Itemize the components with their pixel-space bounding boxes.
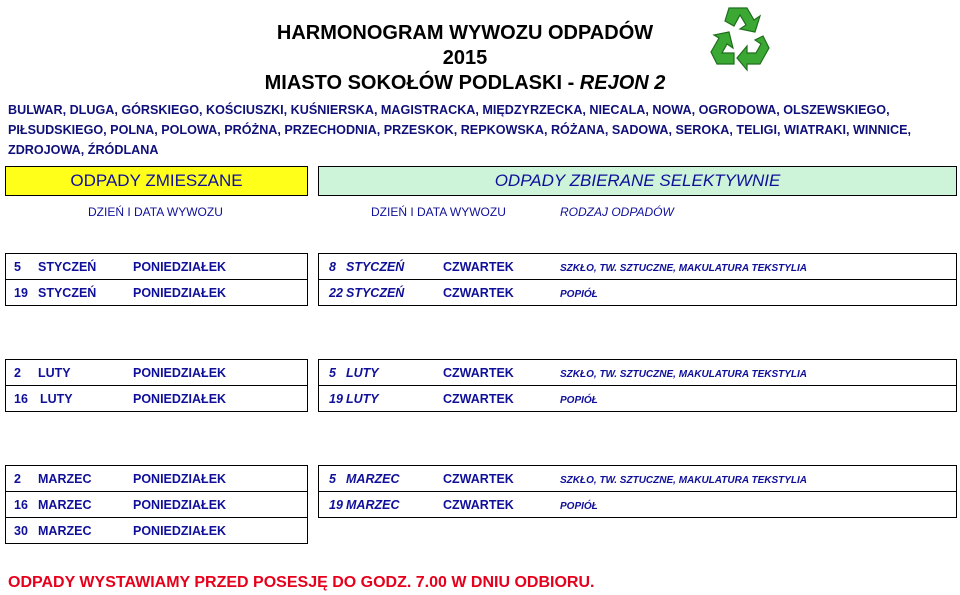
table-row: [318, 253, 957, 280]
waste-type: SZKŁO, TW. SZTUCZNE, MAKULATURA TEKSTYLIA: [560, 263, 808, 274]
table-row: [5, 517, 308, 544]
day-number: 30: [14, 524, 28, 538]
table-row: [5, 279, 308, 306]
month-name: MARZEC: [346, 472, 400, 486]
day-number: 2: [14, 366, 21, 380]
weekday-name: CZWARTEK: [443, 260, 514, 274]
weekday-name: CZWARTEK: [443, 472, 514, 486]
weekday-name: CZWARTEK: [443, 498, 514, 512]
weekday-name: CZWARTEK: [443, 392, 514, 406]
month-name: STYCZEŃ: [38, 286, 97, 300]
table-row: [5, 491, 308, 518]
waste-type: POPIÓŁ: [560, 395, 598, 406]
weekday-name: CZWARTEK: [443, 366, 514, 380]
table-row: [5, 465, 308, 492]
month-name: STYCZEŃ: [38, 260, 97, 274]
weekday-name: PONIEDZIAŁEK: [133, 392, 227, 406]
day-number: 19: [329, 498, 343, 512]
day-number: 5: [329, 366, 336, 380]
month-name: STYCZEŃ: [346, 260, 405, 274]
recycle-icon: [707, 2, 773, 72]
day-number: 2: [14, 472, 21, 486]
page-title-line1: HARMONOGRAM WYWOZU ODPADÓW: [276, 22, 654, 44]
table-row: [5, 253, 308, 280]
month-name: MARZEC: [346, 498, 400, 512]
selective-date-subheader: DZIEŃ I DATA WYWOZU: [371, 205, 506, 219]
weekday-name: PONIEDZIAŁEK: [133, 472, 227, 486]
table-row: [318, 279, 957, 306]
month-name: MARZEC: [38, 472, 92, 486]
day-number: 8: [329, 260, 336, 274]
weekday-name: PONIEDZIAŁEK: [133, 498, 227, 512]
mixed-date-subheader: DZIEŃ I DATA WYWOZU: [88, 205, 223, 219]
waste-type-subheader: RODZAJ ODPADÓW: [560, 205, 674, 219]
month-name: STYCZEŃ: [346, 286, 405, 300]
mixed-waste-header: ODPADY ZMIESZANE: [5, 166, 308, 196]
selective-waste-header: ODPADY ZBIERANE SELEKTYWNIE: [318, 166, 957, 196]
weekday-name: PONIEDZIAŁEK: [133, 524, 227, 538]
month-name: MARZEC: [38, 498, 92, 512]
day-number: 19: [14, 286, 28, 300]
table-row: [318, 359, 957, 386]
street-list: BULWAR, DLUGA, GÓRSKIEGO, KOŚCIUSZKI, KUŚNIERSKA, MAGISTRACKA, MIĘDZYRZECKA, NIECALA, NOWA, OGRODOWA, OLSZEWSKIEGO, PIŁSUDSKIEGO, POLNA, POLOWA, PRÓŻNA, PRZECHODNIA, PRZESKOK, REPKOWSKA, RÓŻANA, SADOWA, SEROKA, TELIGI, WIATRAKI, WINNICE, ZDROJOWA, ŹRÓDLANA: [8, 103, 912, 157]
table-row: [5, 359, 308, 386]
month-name: LUTY: [38, 366, 71, 380]
waste-type: POPIÓŁ: [560, 289, 598, 300]
weekday-name: PONIEDZIAŁEK: [133, 260, 227, 274]
weekday-name: PONIEDZIAŁEK: [133, 366, 227, 380]
day-number: 5: [329, 472, 336, 486]
waste-type: SZKŁO, TW. SZTUCZNE, MAKULATURA TEKSTYLIA: [560, 475, 808, 486]
waste-type: SZKŁO, TW. SZTUCZNE, MAKULATURA TEKSTYLIA: [560, 369, 808, 380]
day-number: 16: [14, 498, 28, 512]
collection-notice: ODPADY WYSTAWIAMY PRZED POSESJĘ DO GODZ. 7.00 W DNIU ODBIORU.: [8, 574, 595, 591]
weekday-name: CZWARTEK: [443, 286, 514, 300]
weekday-name: PONIEDZIAŁEK: [133, 286, 227, 300]
day-number: 22: [329, 286, 343, 300]
page-title-year: 2015: [442, 47, 488, 69]
day-number: 16: [14, 392, 28, 406]
page-title-city: [0, 72, 930, 95]
table-row: [318, 465, 957, 492]
region-label: REJON 2: [579, 72, 666, 94]
month-name: LUTY: [40, 392, 73, 406]
month-name: MARZEC: [38, 524, 92, 538]
waste-type: POPIÓŁ: [560, 501, 598, 512]
table-row: [318, 385, 957, 412]
month-name: LUTY: [346, 366, 379, 380]
table-row: [5, 385, 308, 412]
table-row: [318, 491, 957, 518]
day-number: 19: [329, 392, 343, 406]
day-number: 5: [14, 260, 21, 274]
city-label: MIASTO SOKOŁÓW PODLASKI -: [264, 72, 580, 94]
month-name: LUTY: [346, 392, 379, 406]
